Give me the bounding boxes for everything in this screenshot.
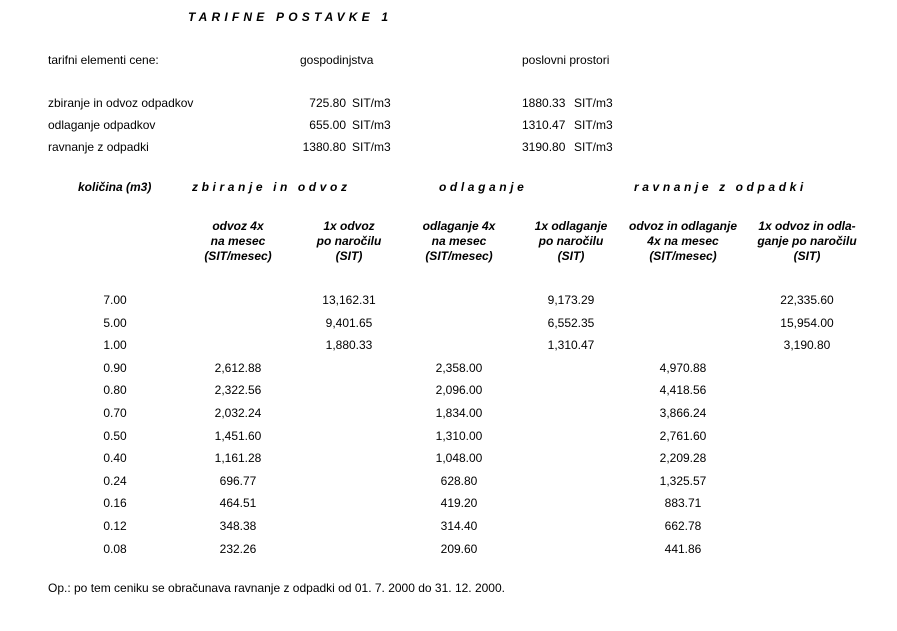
column-subheader-line: 1x odvoz in odla-	[758, 219, 856, 233]
price-cell: 13,162.31	[322, 293, 376, 307]
column-subheader-line: na mesec	[210, 234, 266, 248]
price-cell: 15,954.00	[780, 316, 834, 330]
price-cell: 1,161.28	[214, 451, 262, 465]
intro-business-unit: SIT/m3	[574, 140, 613, 154]
price-cell: 314.40	[440, 519, 478, 533]
intro-households-value: 655.00	[309, 118, 346, 132]
column-subheader-line: (SIT)	[557, 249, 585, 263]
price-cell: 4,970.88	[659, 361, 707, 375]
price-cell: 2,032.24	[214, 406, 262, 420]
quantity-cell: 5.00	[103, 316, 127, 330]
price-cell: 1,310.47	[547, 338, 595, 352]
price-cell: 2,209.28	[659, 451, 707, 465]
group-header-disposal: odlaganje	[439, 180, 528, 194]
price-cell: 2,612.88	[214, 361, 262, 375]
column-subheader-line: po naročilu	[316, 234, 382, 248]
intro-households-unit: SIT/m3	[352, 140, 391, 154]
column-subheader-line: 1x odvoz	[323, 219, 375, 233]
column-subheader-line: 4x na mesec	[647, 234, 719, 248]
intro-households-value: 725.80	[309, 96, 346, 110]
column-subheader-line: odvoz 4x	[212, 219, 264, 233]
column-subheader-line: ganje po naročilu	[757, 234, 857, 248]
price-cell: 464.51	[219, 496, 257, 510]
column-subheader-line: (SIT/mesec)	[425, 249, 493, 263]
price-cell: 2,096.00	[435, 383, 483, 397]
price-cell: 1,834.00	[435, 406, 483, 420]
price-cell: 232.26	[219, 542, 257, 556]
quantity-cell: 0.08	[103, 542, 127, 556]
column-subheader-line: (SIT/mesec)	[204, 249, 272, 263]
price-cell: 22,335.60	[780, 293, 834, 307]
quantity-cell: 0.16	[103, 496, 127, 510]
intro-row-label: odlaganje odpadkov	[48, 118, 156, 132]
price-cell: 419.20	[440, 496, 478, 510]
price-cell: 441.86	[664, 542, 702, 556]
intro-business-unit: SIT/m3	[574, 96, 613, 110]
intro-households-unit: SIT/m3	[352, 118, 391, 132]
price-cell: 1,325.57	[659, 474, 707, 488]
households-column-header: gospodinjstva	[300, 53, 374, 67]
price-cell: 9,401.65	[325, 316, 373, 330]
price-cell: 1,880.33	[325, 338, 373, 352]
price-cell: 2,761.60	[659, 429, 707, 443]
price-cell: 662.78	[664, 519, 702, 533]
intro-business-value: 3190.80	[522, 140, 566, 154]
quantity-cell: 0.12	[103, 519, 127, 533]
page-title: TARIFNE POSTAVKE 1	[188, 10, 393, 24]
group-header-collection: zbiranje in odvoz	[192, 180, 351, 194]
tariff-elements-label: tarifni elementi cene:	[48, 53, 159, 67]
price-cell: 1,048.00	[435, 451, 483, 465]
price-cell: 2,322.56	[214, 383, 262, 397]
column-subheader	[737, 219, 877, 264]
intro-households-value: 1380.80	[302, 140, 346, 154]
quantity-cell: 1.00	[103, 338, 127, 352]
column-subheader-line: odlaganje 4x	[422, 219, 496, 233]
price-cell: 4,418.56	[659, 383, 707, 397]
column-subheader-line: (SIT)	[335, 249, 363, 263]
price-cell: 696.77	[219, 474, 257, 488]
price-cell: 2,358.00	[435, 361, 483, 375]
column-subheader	[613, 219, 753, 264]
price-cell: 3,190.80	[783, 338, 831, 352]
intro-business-value: 1880.33	[522, 96, 566, 110]
column-subheader-line: na mesec	[431, 234, 487, 248]
quantity-cell: 0.90	[103, 361, 127, 375]
column-subheader-line: 1x odlaganje	[534, 219, 608, 233]
price-cell: 9,173.29	[547, 293, 595, 307]
price-cell: 6,552.35	[547, 316, 595, 330]
price-cell: 209.60	[440, 542, 478, 556]
intro-business-unit: SIT/m3	[574, 118, 613, 132]
group-header-waste-management: ravnanje z odpadki	[634, 180, 807, 194]
price-cell: 883.71	[664, 496, 702, 510]
column-subheader-line: (SIT)	[793, 249, 821, 263]
price-cell: 628.80	[440, 474, 478, 488]
intro-households-unit: SIT/m3	[352, 96, 391, 110]
quantity-cell: 0.50	[103, 429, 127, 443]
business-column-header: poslovni prostori	[522, 53, 610, 67]
intro-row-label: ravnanje z odpadki	[48, 140, 149, 154]
footnote: Op.: po tem ceniku se obračunava ravnanje z odpadki od 01. 7. 2000 do 31. 12. 2000.	[48, 581, 505, 595]
quantity-cell: 0.24	[103, 474, 127, 488]
intro-business-value: 1310.47	[522, 118, 566, 132]
column-subheader-line: po naročilu	[538, 234, 604, 248]
quantity-cell: 7.00	[103, 293, 127, 307]
price-cell: 348.38	[219, 519, 257, 533]
intro-row-label: zbiranje in odvoz odpadkov	[48, 96, 194, 110]
column-subheader-line: odvoz in odlaganje	[628, 219, 737, 233]
quantity-cell: 0.40	[103, 451, 127, 465]
quantity-cell: 0.70	[103, 406, 127, 420]
quantity-header: količina (m3)	[78, 180, 152, 194]
price-cell: 1,451.60	[214, 429, 262, 443]
price-cell: 3,866.24	[659, 406, 707, 420]
quantity-cell: 0.80	[103, 383, 127, 397]
column-subheader-line: (SIT/mesec)	[649, 249, 717, 263]
price-cell: 1,310.00	[435, 429, 483, 443]
